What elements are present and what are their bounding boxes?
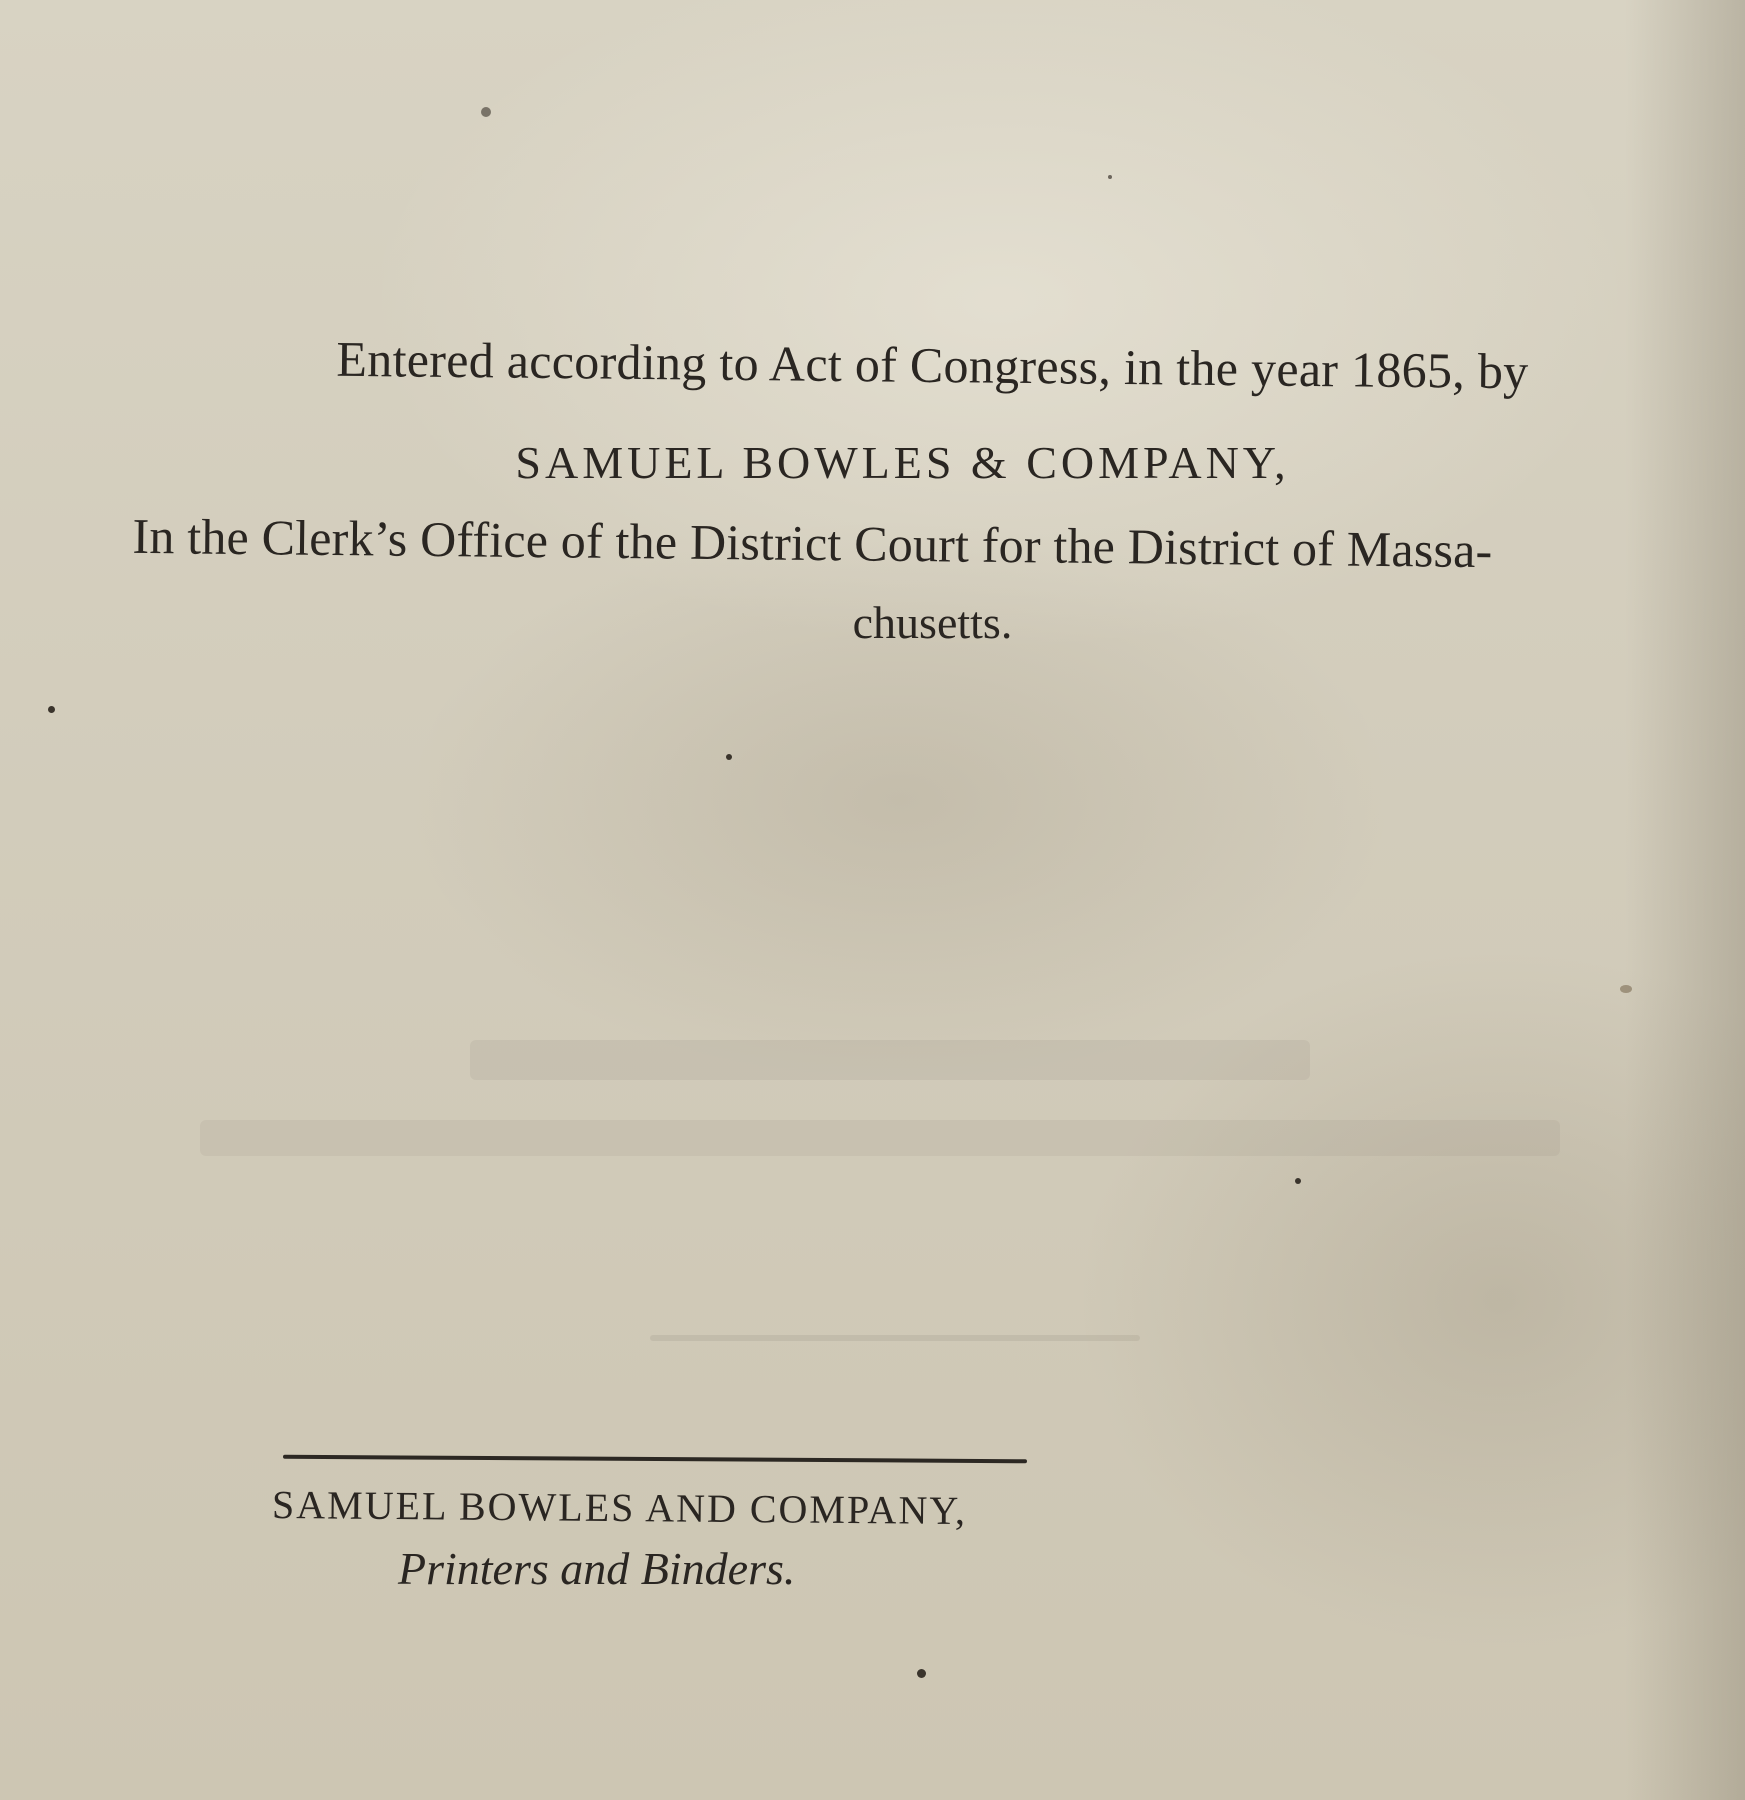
paper-speck [917,1669,926,1678]
copyright-office-line-continued: chusetts. [852,597,1013,648]
printer-role: Printers and Binders. [398,1543,796,1594]
bleed-through-mark [200,1120,1560,1156]
bleed-through-mark [470,1040,1310,1080]
page-edge-shadow [1625,0,1745,1800]
paper-speck [726,754,732,760]
copyright-office-line: In the Clerk’s Office of the District Court for the District of Massa- [132,507,1493,579]
paper-speck [1295,1178,1301,1184]
horizontal-rule [283,1455,1027,1464]
copyright-entry-line: Entered according to Act of Congress, in the year 1865, by [336,330,1529,400]
paper-speck [481,107,491,117]
paper-speck [1620,985,1632,993]
copyright-holder: SAMUEL BOWLES & COMPANY, [515,437,1290,488]
paper-speck [1108,175,1112,179]
bleed-through-mark [650,1335,1140,1341]
printer-name: SAMUEL BOWLES AND COMPANY, [271,1481,968,1534]
paper-speck [48,706,55,713]
